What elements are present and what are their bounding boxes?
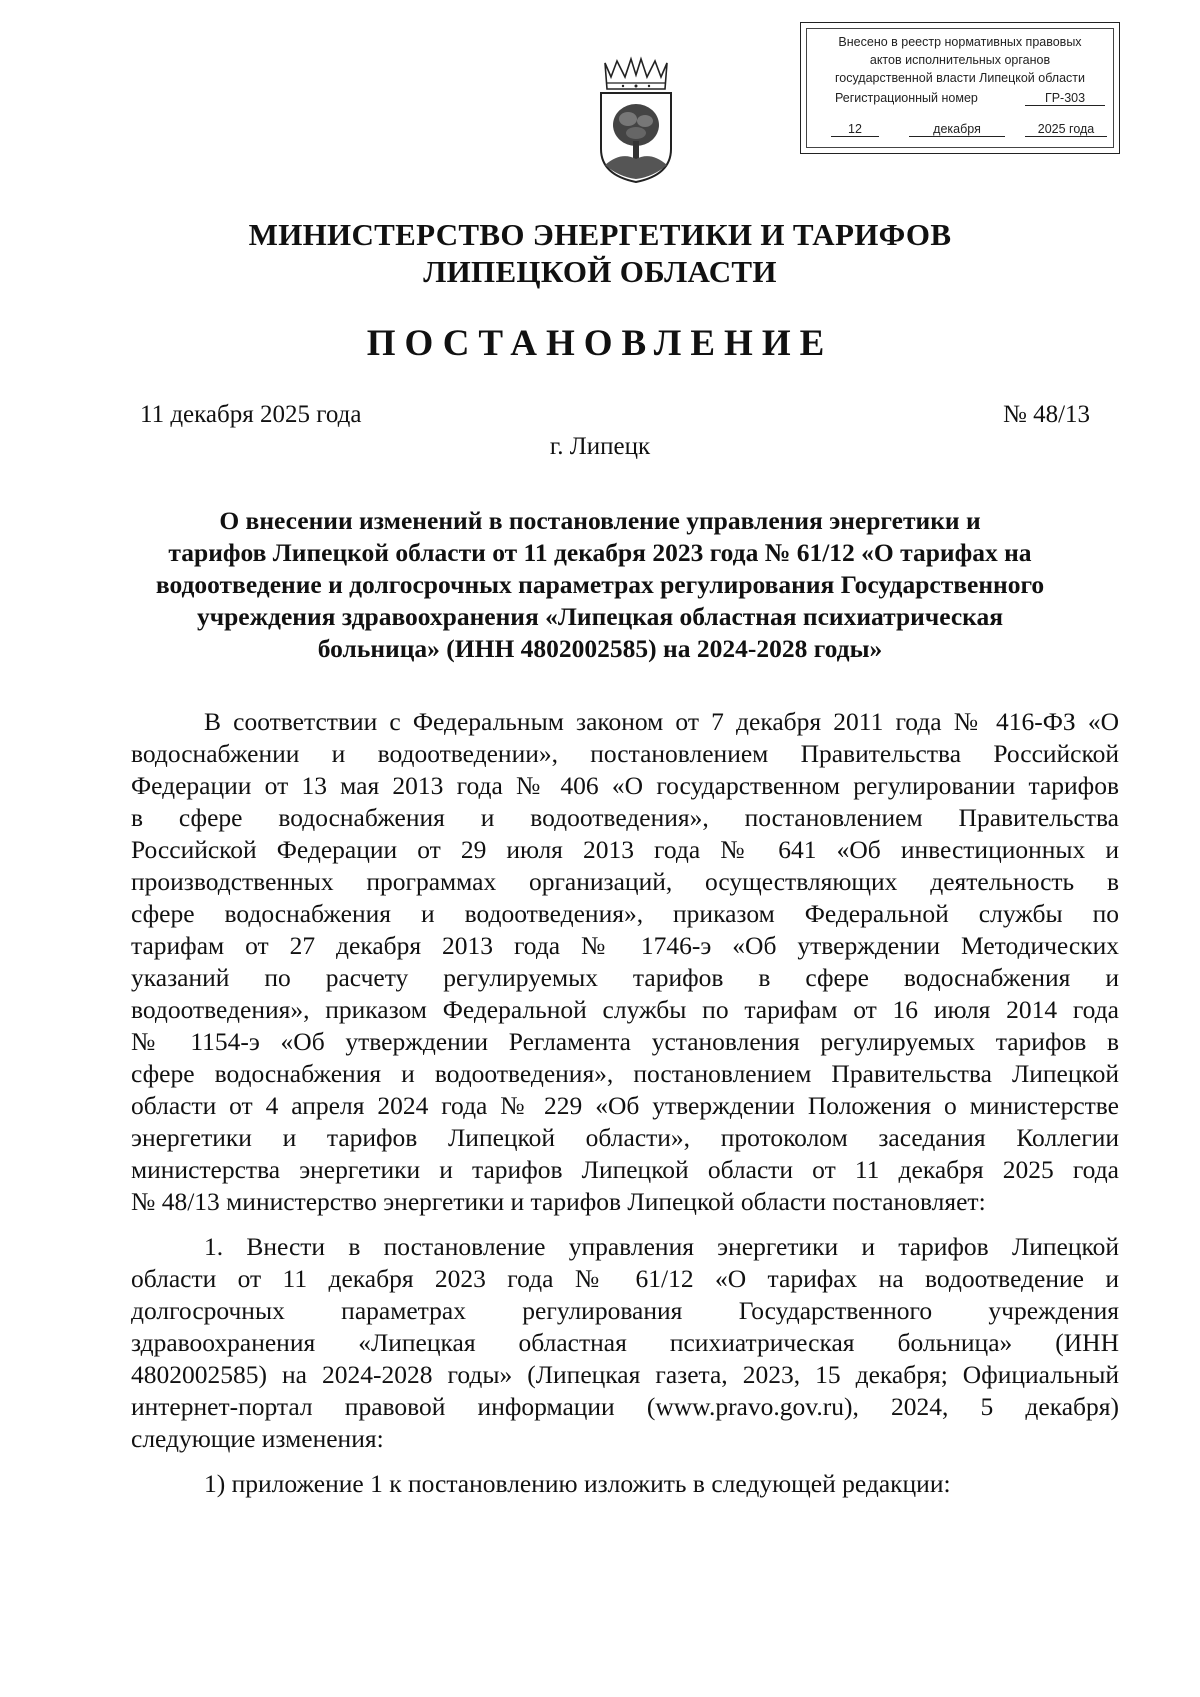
subitem1-line: 1) приложение 1 к постановлению изложить в следующей редакции:	[204, 1469, 951, 1498]
item1-line: 4802002585) на 2024-2028 годы» (Липецкая газета, 2023, 15 декабря; Официальный	[131, 1360, 1119, 1389]
lipetsk-coat-of-arms-icon	[591, 55, 681, 185]
document-city: г. Липецк	[549, 433, 651, 460]
document-date: 11 декабря 2025 года	[140, 401, 362, 428]
stamp-month: декабря	[909, 122, 1005, 137]
title-line: учреждения здравоохранения «Липецкая областная психиатрическая	[196, 602, 1004, 631]
stamp-line-1: Внесено в реестр нормативных правовых	[838, 35, 1082, 49]
preamble-line: сфере водоснабжения и водоотведения», постановлением Правительства Липецкой	[131, 1059, 1119, 1088]
preamble-line: министерства энергетики и тарифов Липецкой области от 11 декабря 2025 года	[131, 1155, 1119, 1184]
stamp-reg-label: Регистрационный номер	[835, 91, 978, 105]
title-line: тарифов Липецкой области от 11 декабря 2023 года № 61/12 «О тарифах на	[168, 538, 1032, 567]
preamble-line: водоснабжении и водоотведении», постановлением Правительства Российской	[131, 739, 1119, 768]
preamble-line: в сфере водоснабжения и водоотведения», постановлением Правительства	[131, 803, 1119, 832]
stamp-line-3: государственной власти Липецкой области	[834, 71, 1086, 85]
ministry-name-line-2: ЛИПЕЦКОЙ ОБЛАСТИ	[423, 254, 777, 289]
ministry-name-line-1: МИНИСТЕРСТВО ЭНЕРГЕТИКИ И ТАРИФОВ	[248, 217, 952, 252]
document-type: ПОСТАНОВЛЕНИЕ	[366, 323, 834, 364]
preamble-line: Федерации от 13 мая 2013 года № 406 «О государственном регулировании тарифов	[131, 771, 1119, 800]
preamble-line: № 48/13 министерство энергетики и тарифов Липецкой области постановляет:	[131, 1187, 986, 1216]
preamble-line: № 1154-э «Об утверждении Регламента установления регулируемых тарифов в	[131, 1027, 1119, 1056]
title-line: водоотведение и долгосрочных параметрах регулирования Государственного	[155, 570, 1045, 599]
preamble-line: области от 4 апреля 2024 года № 229 «Об утверждении Положения о министерстве	[131, 1091, 1119, 1120]
preamble-line: водоотведения», приказом Федеральной службы по тарифам от 16 июля 2014 года	[131, 995, 1119, 1024]
preamble-line: В соответствии с Федеральным законом от 7 декабря 2011 года № 416-ФЗ «О	[204, 707, 1119, 736]
preamble-line: Российской Федерации от 29 июля 2013 года № 641 «Об инвестиционных и	[131, 835, 1119, 864]
preamble-line: тарифам от 27 декабря 2013 года № 1746-э «Об утверждении Методических	[131, 931, 1119, 960]
preamble-line: энергетики и тарифов Липецкой области», протоколом заседания Коллегии	[131, 1123, 1119, 1152]
preamble-line: указаний по расчету регулируемых тарифов в сфере водоснабжения и	[131, 963, 1119, 992]
registry-stamp	[800, 22, 1120, 154]
stamp-day: 12	[831, 122, 879, 137]
stamp-reg-number: ГР-303	[1025, 91, 1105, 106]
item1-line: долгосрочных параметрах регулирования Государственного учреждения	[131, 1296, 1119, 1325]
document-number: № 48/13	[1003, 401, 1091, 428]
preamble-line: производственных программах организаций, осуществляющих деятельность в	[131, 867, 1119, 896]
item1-line: здравоохранения «Липецкая областная психиатрическая больница» (ИНН	[131, 1328, 1119, 1357]
registry-stamp-inner	[806, 28, 1114, 148]
stamp-year: 2025 года	[1025, 122, 1107, 137]
item1-line: 1. Внести в постановление управления энергетики и тарифов Липецкой	[204, 1232, 1119, 1261]
stamp-line-2: актов исполнительных органов	[869, 53, 1051, 67]
item1-line: области от 11 декабря 2023 года № 61/12 «О тарифах на водоотведение и	[131, 1264, 1119, 1293]
title-line: О внесении изменений в постановление управления энергетики и	[219, 506, 981, 535]
item1-line: интернет-портал правовой информации (www.pravo.gov.ru), 2024, 5 декабря)	[131, 1392, 1119, 1421]
title-line: больница» (ИНН 4802002585) на 2024-2028 годы»	[317, 634, 883, 663]
preamble-line: сфере водоснабжения и водоотведения», приказом Федеральной службы по	[131, 899, 1119, 928]
item1-line: следующие изменения:	[131, 1424, 384, 1453]
